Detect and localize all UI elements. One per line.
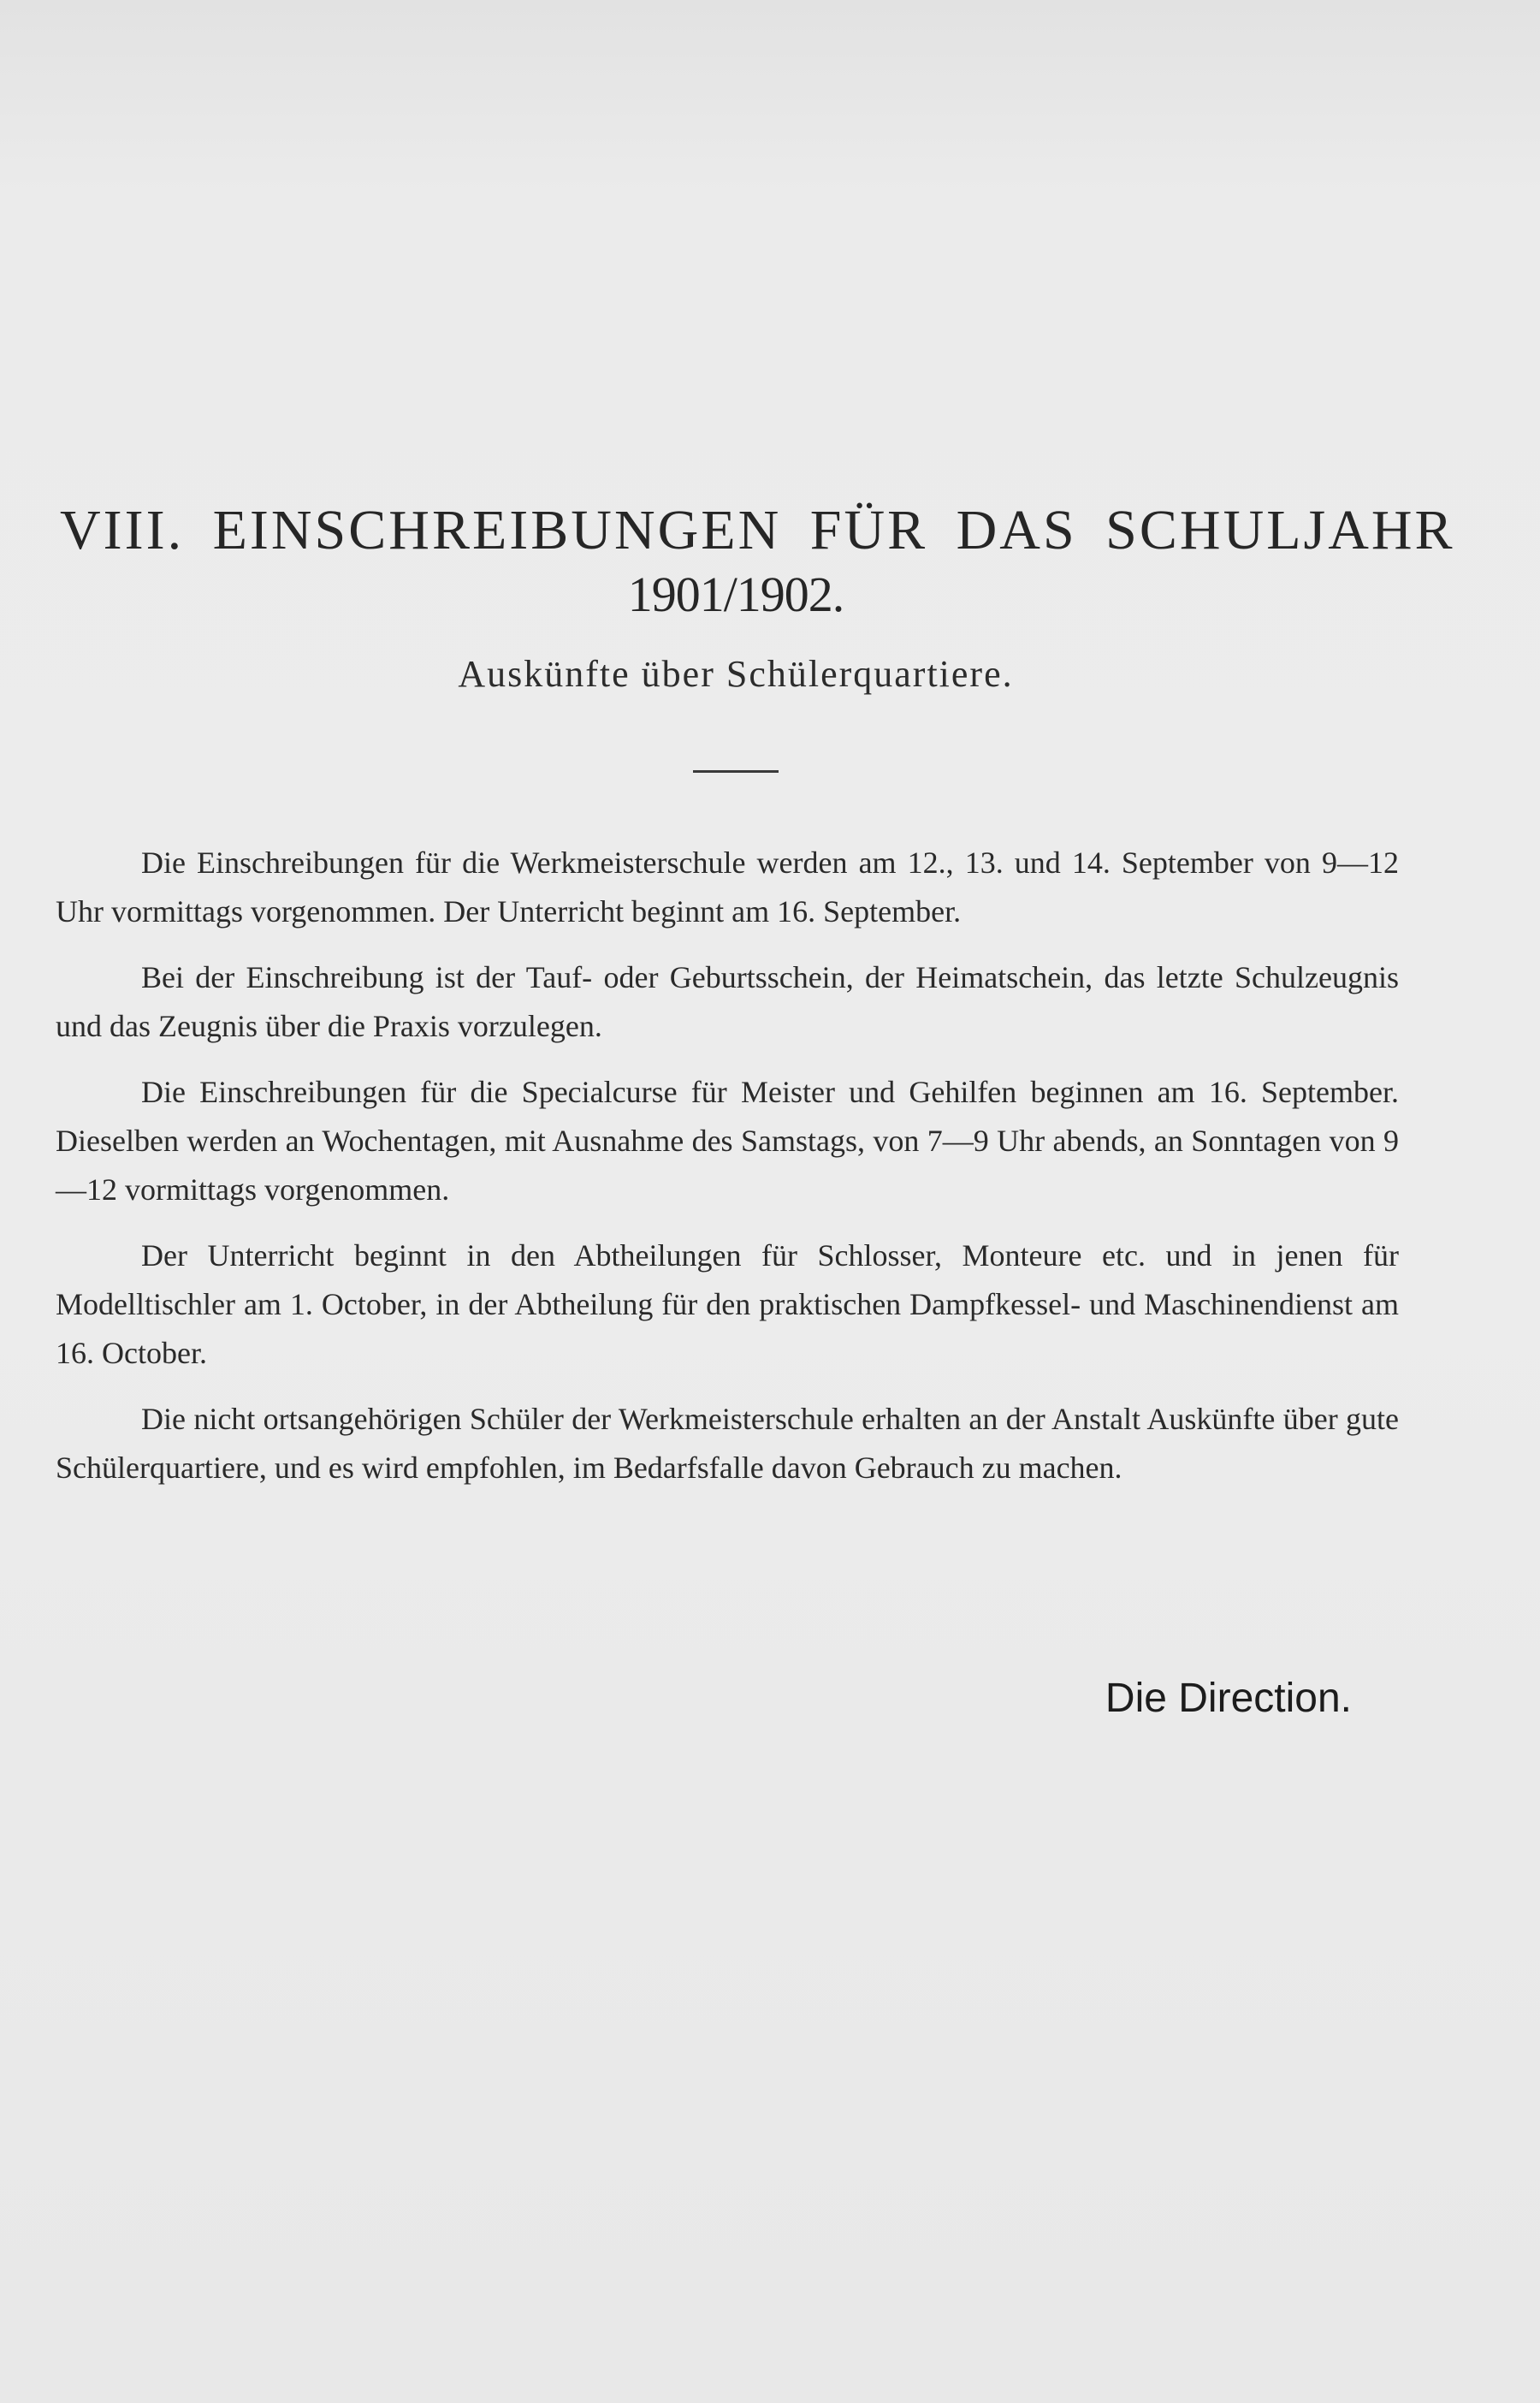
paragraph-enrollment-dates: Die Einschreibungen für die Werkmeisterschule werden am 12., 13. und 14. September von 9—12 Uhr vormittags vorgenommen. Der Unterricht beginnt am 16. September. xyxy=(56,846,1399,929)
section-subtitle: Auskünfte über Schülerquartiere. xyxy=(458,653,1014,695)
section-heading: VIII. EINSCHREIBUNGEN FÜR DAS SCHULJAHR xyxy=(60,499,1455,561)
header-block xyxy=(60,496,1455,698)
paragraph-lesson-start: Der Unterricht beginnt in den Abtheilungen für Schlosser, Monteure etc. und in jenen für Modelltischler am 1. October, in der Abtheilung für den praktischen Dampfkessel- und Maschinendienst am 16. October. xyxy=(56,1238,1399,1370)
divider-rule xyxy=(693,770,779,773)
paragraph-special-courses: Die Einschreibungen für die Specialcurse für Meister und Gehilfen beginnen am 16. September. Dieselben werden an Wochentagen, mit Ausnahme des Samstags, von 7—9 Uhr abends, an Sonntagen von 9—12 vormittags vorgenommen. xyxy=(56,1075,1399,1207)
school-year: 1901/1902. xyxy=(627,567,844,622)
signature: Die Direction. xyxy=(1105,1676,1352,1721)
paragraph-required-documents: Bei der Einschreibung ist der Tauf- oder Geburtsschein, der Heimatschein, das letzte Schulzeugnis und das Zeugnis über die Praxis vorzulegen. xyxy=(56,960,1399,1043)
paragraph-student-quarters: Die nicht ortsangehörigen Schüler der Werkmeisterschule erhalten an der Anstalt Auskünfte über gute Schülerquartiere, und es wird empfohlen, im Bedarfsfalle davon Gebrauch zu machen. xyxy=(56,1402,1399,1485)
body-text xyxy=(56,839,1399,1510)
